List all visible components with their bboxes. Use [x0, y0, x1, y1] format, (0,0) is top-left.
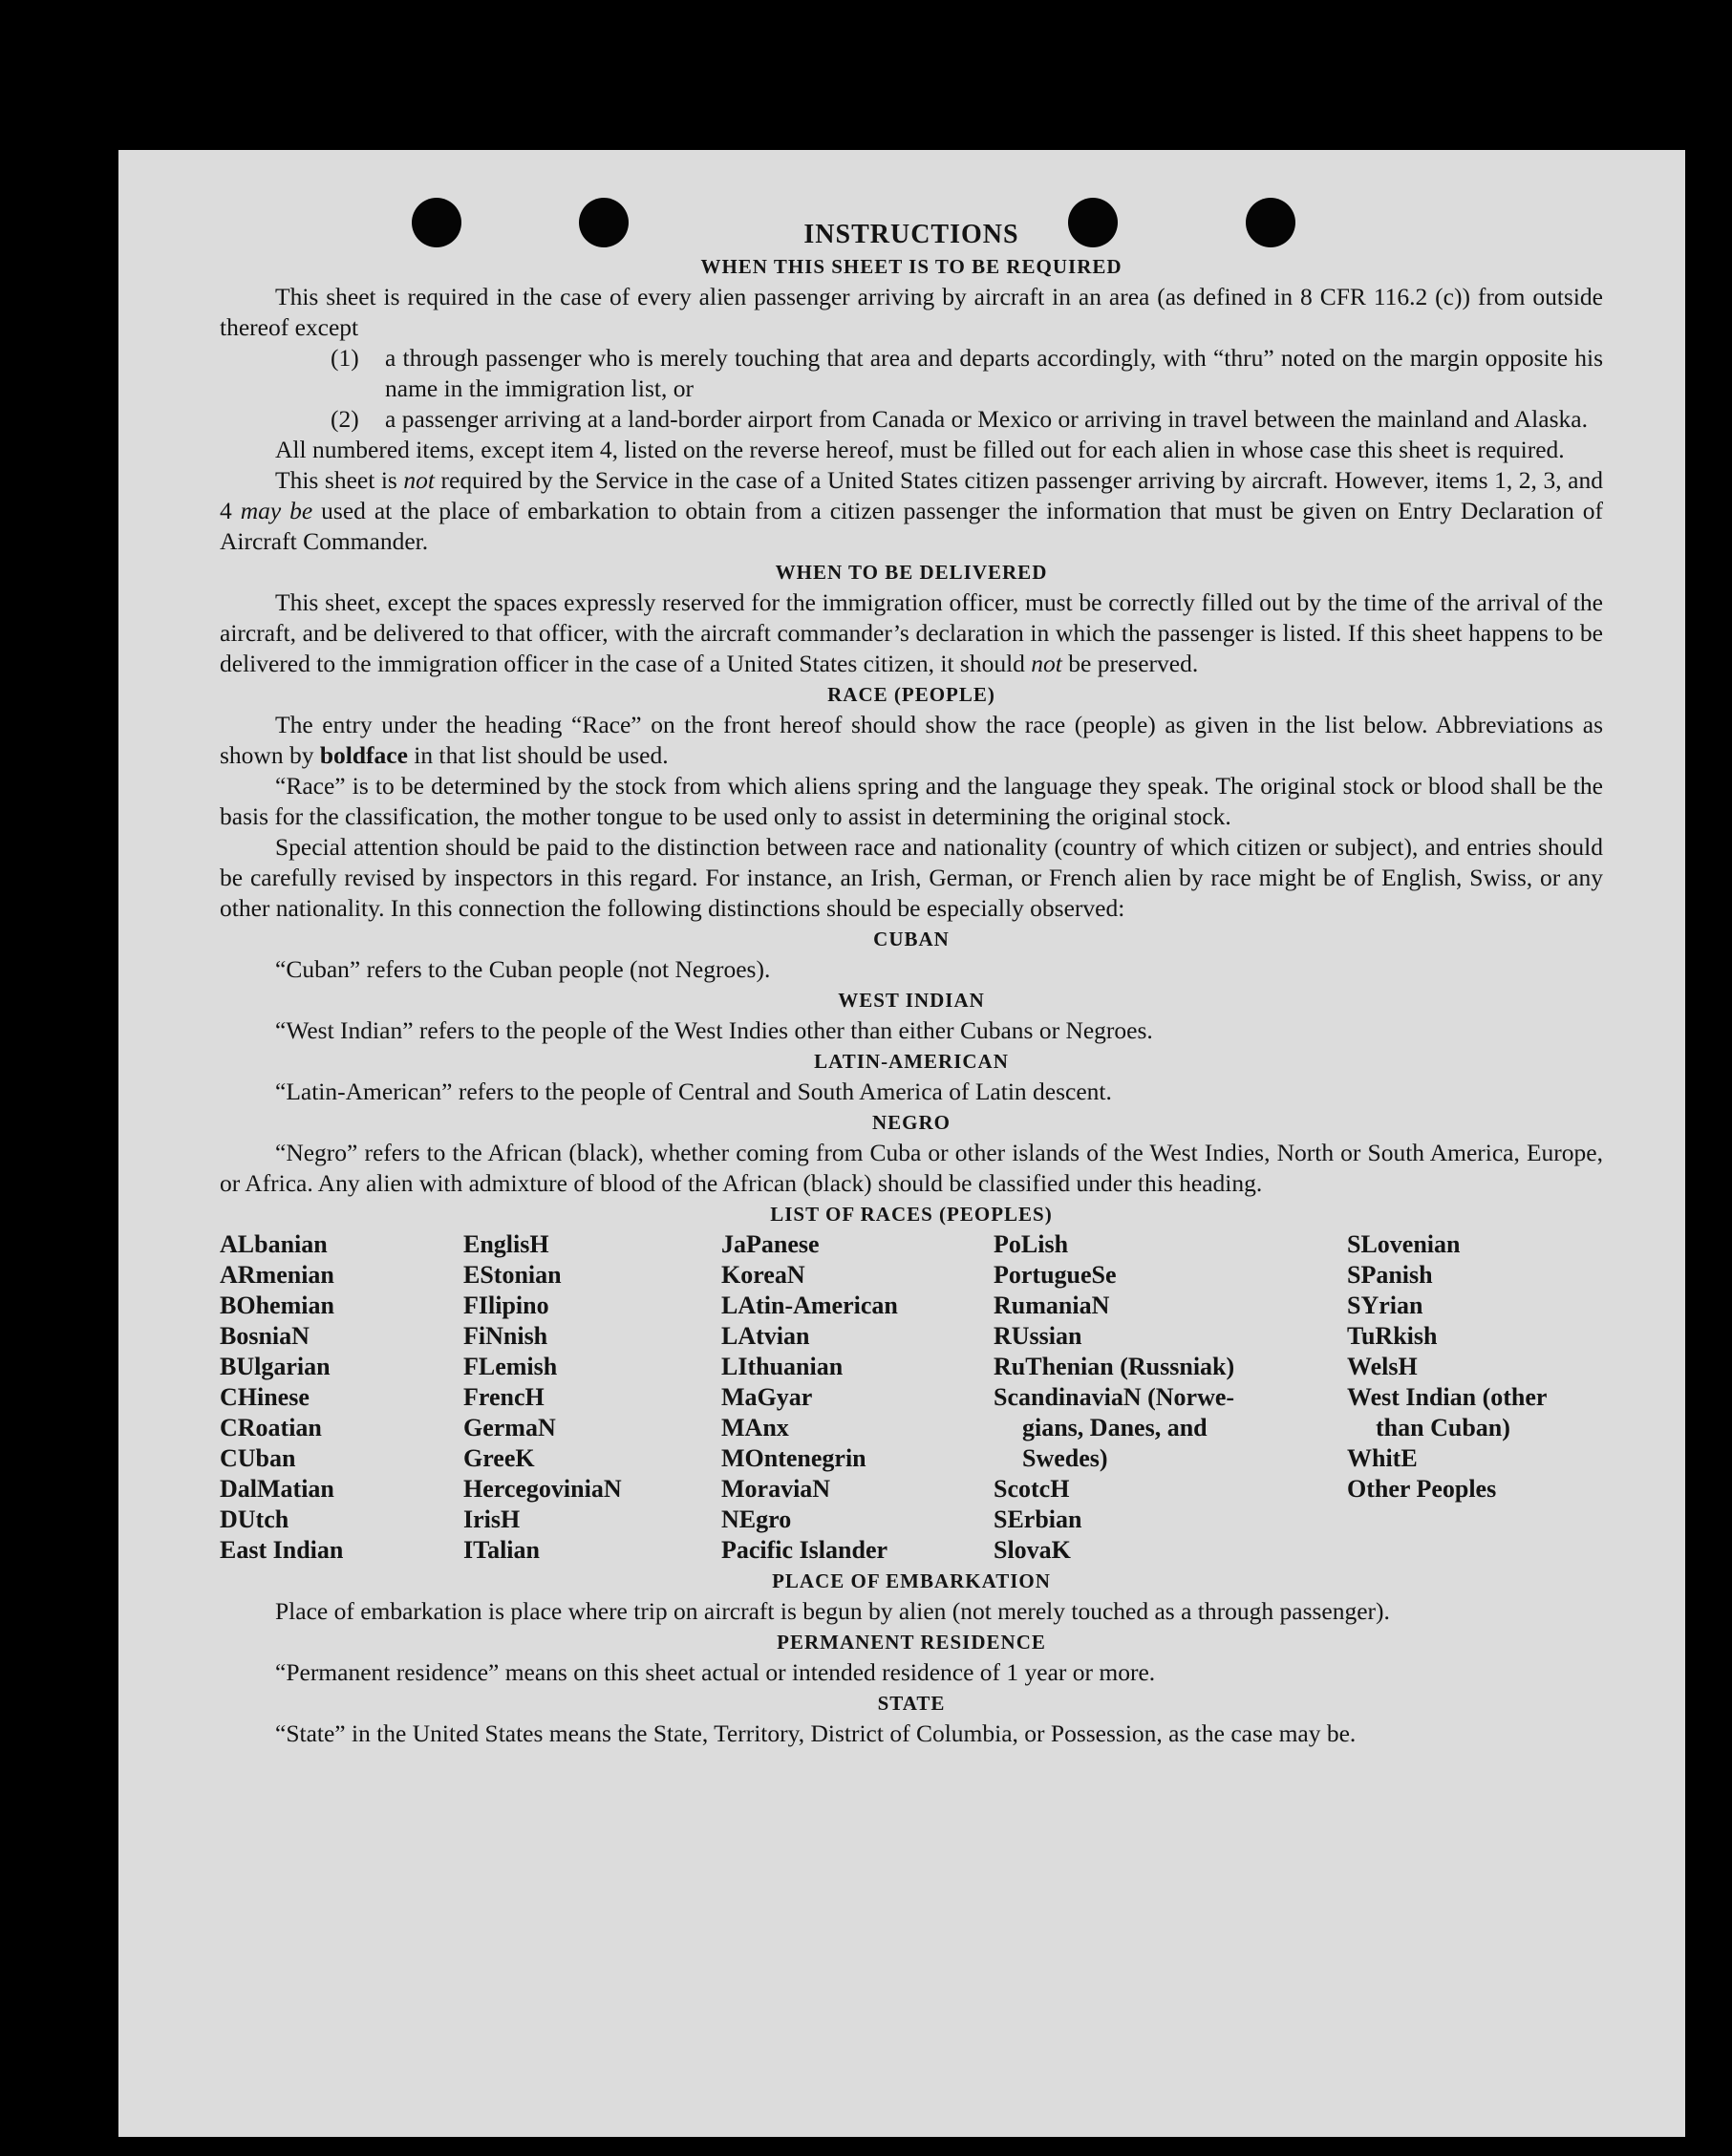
- italic-text: may be: [240, 497, 313, 524]
- races-column: [220, 1229, 463, 1566]
- heading-when-delivered: WHEN TO BE DELIVERED: [775, 561, 1048, 584]
- paragraph: “Cuban” refers to the Cuban people (not Negroes).: [275, 955, 771, 983]
- race-entry: FLemish: [463, 1353, 558, 1380]
- heading-west-indian: WEST INDIAN: [838, 989, 985, 1012]
- paragraph: [220, 710, 1603, 771]
- race-entry: FrencH: [463, 1383, 545, 1411]
- document-sheet: [118, 150, 1685, 2137]
- paragraph: [220, 465, 1603, 557]
- paragraph: Special attention should be paid to the distinction between race and nationality (country of which citizen or subject), and entries should be carefully revised by inspectors in this regard. For instance, an Irish, German, or French alien by race might be of English, Swiss, or any other nationality. In this connection the following distinctions should be especially observed:: [220, 833, 1603, 922]
- race-entry: RUssian: [994, 1322, 1082, 1350]
- race-entry: LAtvian: [721, 1322, 810, 1350]
- heading-cuban: CUBAN: [873, 928, 950, 950]
- document-content: [220, 219, 1603, 1749]
- bold-text: boldface: [319, 741, 408, 769]
- paragraph: “West Indian” refers to the people of the West Indies other than either Cubans or Negroes.: [275, 1016, 1153, 1044]
- paragraph: This sheet is required in the case of every alien passenger arriving by aircraft in an area (as defined in 8 CFR 116.2 (c)) from outside thereof except: [220, 283, 1603, 341]
- race-entry: FIlipino: [463, 1291, 549, 1319]
- races-list: [220, 1229, 1603, 1566]
- race-entry: GreeK: [463, 1444, 535, 1472]
- item-number: (1): [331, 344, 359, 372]
- race-entry: PoLish: [994, 1230, 1069, 1258]
- paragraph: “Permanent residence” means on this sheet actual or intended residence of 1 year or more.: [275, 1658, 1156, 1686]
- race-entry: CHinese: [220, 1383, 310, 1411]
- race-entry: ARmenian: [220, 1261, 334, 1289]
- paragraph: Place of embarkation is place where trip on aircraft is begun by alien (not merely touched as a through passenger).: [275, 1597, 1390, 1625]
- italic-text: not: [1031, 650, 1062, 677]
- race-entry: BUlgarian: [220, 1353, 331, 1380]
- item-number: (2): [331, 405, 359, 433]
- race-entry: ScotcH: [994, 1475, 1070, 1503]
- paragraph: [220, 587, 1603, 679]
- item-text: a passenger arriving at a land-border airport from Canada or Mexico or arriving in travel between the mainland and Alaska.: [385, 405, 1588, 433]
- race-entry: GermaN: [463, 1414, 556, 1441]
- race-entry: Other Peoples: [1347, 1475, 1497, 1503]
- text-run: This sheet is: [275, 466, 404, 494]
- text-run: in that list should be used.: [407, 741, 669, 769]
- race-entry: PortugueSe: [994, 1261, 1117, 1289]
- race-entry: gians, Danes, and: [1022, 1414, 1208, 1441]
- item-text: a through passenger who is merely touching that area and departs accordingly, with “thru” noted on the margin opposite his name in the immigration list, or: [385, 344, 1603, 402]
- page-title: INSTRUCTIONS: [803, 220, 1019, 249]
- race-entry: BOhemian: [220, 1291, 334, 1319]
- races-column: [994, 1229, 1347, 1566]
- text-run: The entry under the heading “Race” on the front hereof should show the race (people) as given in the list below. Abbreviations as shown by: [220, 711, 1603, 769]
- italic-text: not: [403, 466, 435, 494]
- race-entry: ScandinaviaN (Norwe-: [994, 1383, 1235, 1411]
- race-entry: SErbian: [994, 1505, 1082, 1533]
- heading-list-of-races: LIST OF RACES (PEOPLES): [770, 1203, 1053, 1226]
- race-entry: Swedes): [1022, 1444, 1108, 1472]
- race-entry: JaPanese: [721, 1230, 820, 1258]
- paragraph: “Latin-American” refers to the people of Central and South America of Latin descent.: [275, 1078, 1112, 1105]
- heading-when-required: WHEN THIS SHEET IS TO BE REQUIRED: [700, 255, 1123, 278]
- text-run: used at the place of embarkation to obtain from a citizen passenger the information that must be given on Entry Declaration of Aircraft Commander.: [220, 497, 1604, 555]
- race-entry: RuThenian (Russniak): [994, 1353, 1235, 1380]
- heading-race: RACE (PEOPLE): [827, 683, 995, 706]
- race-entry: DalMatian: [220, 1475, 334, 1503]
- race-entry: KoreaN: [721, 1261, 805, 1289]
- race-entry: NEgro: [721, 1505, 792, 1533]
- text-run: be preserved.: [1061, 650, 1199, 677]
- race-entry: EStonian: [463, 1261, 562, 1289]
- race-entry: LIthuanian: [721, 1353, 844, 1380]
- race-entry: BosniaN: [220, 1322, 310, 1350]
- paragraph: “Race” is to be determined by the stock from which aliens spring and the language they speak. The original stock or blood shall be the basis for the classification, the mother tongue to be used only to assist in determining the original stock.: [220, 772, 1603, 830]
- paragraph: “State” in the United States means the State, Territory, District of Columbia, or Possession, as the case may be.: [275, 1719, 1357, 1747]
- race-entry: HercegoviniaN: [463, 1475, 622, 1503]
- heading-latin-american: LATIN-AMERICAN: [814, 1050, 1009, 1073]
- paragraph: All numbered items, except item 4, listed on the reverse hereof, must be filled out for each alien in whose case this sheet is required.: [275, 436, 1565, 463]
- race-entry: East Indian: [220, 1536, 344, 1564]
- race-entry: DUtch: [220, 1505, 289, 1533]
- race-entry: SLovenian: [1347, 1230, 1461, 1258]
- race-entry: SPanish: [1347, 1261, 1433, 1289]
- race-entry: EnglisH: [463, 1230, 549, 1258]
- heading-state: STATE: [877, 1692, 946, 1715]
- race-entry: Pacific Islander: [721, 1536, 888, 1564]
- race-entry: RumaniaN: [994, 1291, 1110, 1319]
- race-entry: CRoatian: [220, 1414, 322, 1441]
- race-entry: FiNnish: [463, 1322, 548, 1350]
- race-entry: IrisH: [463, 1505, 521, 1533]
- race-entry: LAtin-American: [721, 1291, 898, 1319]
- paragraph: “Negro” refers to the African (black), whether coming from Cuba or other islands of the West Indies, North or South America, Europe, or Africa. Any alien with admixture of blood of the African (black) should be classified under this heading.: [220, 1139, 1603, 1197]
- race-entry: TuRkish: [1347, 1322, 1438, 1350]
- race-entry: SYrian: [1347, 1291, 1423, 1319]
- race-entry: West Indian (other: [1347, 1383, 1548, 1411]
- list-item: [220, 404, 1603, 435]
- race-entry: WelsH: [1347, 1353, 1418, 1380]
- text-run: required by the Service in the case of a United States citizen passenger arriving by aircraft. However, items 1, 2, 3, and 4: [220, 466, 1603, 524]
- heading-embarkation: PLACE OF EMBARKATION: [772, 1569, 1051, 1592]
- race-entry: MaGyar: [721, 1383, 813, 1411]
- race-entry: WhitE: [1347, 1444, 1418, 1472]
- heading-permanent-residence: PERMANENT RESIDENCE: [777, 1631, 1046, 1654]
- race-entry: CUban: [220, 1444, 296, 1472]
- list-item: [220, 343, 1603, 404]
- race-entry: ITalian: [463, 1536, 540, 1564]
- race-entry: MoraviaN: [721, 1475, 831, 1503]
- races-column: [463, 1229, 721, 1566]
- race-entry: ALbanian: [220, 1230, 328, 1258]
- heading-negro: NEGRO: [871, 1111, 951, 1134]
- races-column: [721, 1229, 994, 1566]
- text-run: This sheet, except the spaces expressly reserved for the immigration officer, must be correctly filled out by the time of the arrival of the aircraft, and be delivered to that officer, with the aircraft commander’s declaration in which the passenger is listed. If this sheet happens to be delivered to the immigration officer in the case of a United States citizen, it should: [220, 588, 1603, 677]
- races-column: [1347, 1229, 1603, 1566]
- race-entry: MAnx: [721, 1414, 789, 1441]
- race-entry: MOntenegrin: [721, 1444, 866, 1472]
- race-entry: than Cuban): [1376, 1414, 1510, 1441]
- race-entry: SlovaK: [994, 1536, 1071, 1564]
